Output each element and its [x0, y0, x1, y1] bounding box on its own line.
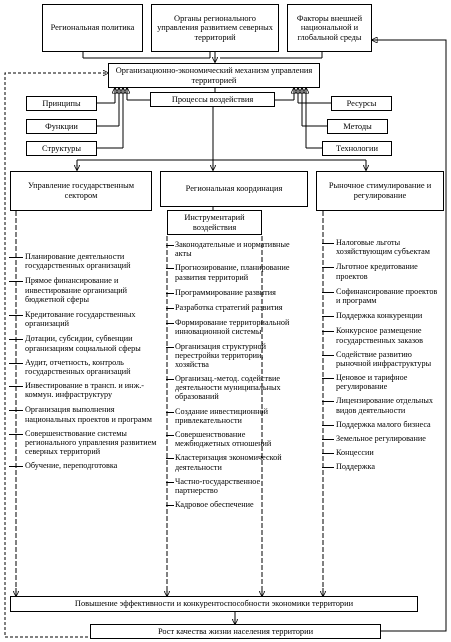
principles-label: Принципы: [42, 98, 81, 108]
list-item: Частно-государственное партнерство: [175, 477, 297, 495]
external-factors-label: Факторы внешней национальной и глобальной среды: [296, 13, 363, 42]
list-item: Налоговые льготы хозяйствующим субъектам: [336, 238, 440, 256]
list-item: Создание инвестиционной привлекательности: [175, 407, 297, 425]
list-item: Инвестирование в трансп. и инж.- коммун. инфраструктуру: [18, 381, 158, 399]
list-item: Совершенствование межбюджетных отношений: [175, 430, 297, 448]
mechanism-title: Организационно-экономический механизм управления территорией: [115, 65, 313, 85]
list-item: Обучение, переподготовка: [18, 461, 158, 470]
technologies-box: [322, 141, 392, 156]
list-item: Концессии: [336, 448, 440, 457]
list-item: Конкурсное размещение государственных заказов: [336, 326, 440, 344]
list-item: Дотации, субсидии, субвенции организациям социальной сферы: [18, 334, 158, 352]
list-item: Совершенствование системы регионального управления развитием северных территорий: [18, 429, 158, 457]
regional-policy-box: [42, 4, 143, 52]
coordination-items: [175, 240, 297, 514]
structures-box: [26, 141, 97, 156]
list-item: Льготное кредитование проектов: [336, 262, 440, 280]
regional-coordination-header: [160, 171, 308, 207]
quality-of-life-box: [90, 624, 381, 639]
list-item: Организац.-метод. содействие деятельности муниципальных образований: [175, 374, 297, 402]
efficiency-box: [10, 596, 418, 612]
principles-box: [26, 96, 97, 111]
list-item: Ценовое и тарифное регулирование: [336, 373, 440, 391]
list-item: Софинансирование проектов и программ: [336, 287, 440, 305]
instruments-box: [167, 210, 262, 235]
list-item: Кластеризация экономической деятельности: [175, 453, 297, 471]
list-item: Прямое финансирование и инвестирование организаций бюджетной сферы: [18, 276, 158, 304]
structures-label: Структуры: [41, 143, 81, 153]
processes-label: Процессы воздействия: [171, 94, 254, 104]
list-item: Организация структурной перестройки территории, хозяйства: [175, 342, 297, 370]
list-item: Программирование развития: [175, 288, 297, 297]
market-regulation-header: [316, 171, 444, 211]
external-factors-box: [287, 4, 372, 52]
mechanism-box: [108, 63, 320, 88]
regional-authorities-box: [151, 4, 279, 52]
technologies-label: Технологии: [336, 143, 378, 153]
list-item: Законодательные и нормативные акты: [175, 240, 297, 258]
methods-label: Методы: [343, 121, 372, 131]
regional-policy-label: Региональная политика: [50, 23, 135, 33]
list-item: Лицензирование отдельных видов деятельности: [336, 396, 440, 414]
list-item: Кредитование государственных организаций: [18, 310, 158, 328]
public-sector-header: [10, 171, 152, 211]
list-item: Аудит, отчетность, контроль государственных организаций: [18, 358, 158, 376]
public-sector-title: Управление государственным сектором: [27, 181, 135, 200]
efficiency-label: Повышение эффективности и конкурентоспособности экономики территории: [74, 599, 354, 609]
resources-label: Ресурсы: [346, 98, 377, 108]
list-item: Разработка стратегий развития: [175, 303, 297, 312]
list-item: Планирование деятельности государственных организаций: [18, 252, 158, 270]
list-item: Поддержка: [336, 462, 440, 471]
functions-box: [26, 119, 97, 134]
list-item: Поддержка малого бизнеса: [336, 420, 440, 429]
list-item: Организация выполнения национальных проектов и программ: [18, 405, 158, 423]
processes-box: [150, 92, 275, 107]
regional-authorities-label: Органы регионального управления развитием северных территорий: [157, 13, 273, 42]
market-regulation-title: Рыночное стимулирование и регулирование: [328, 181, 432, 200]
methods-box: [327, 119, 388, 134]
resources-box: [331, 96, 392, 111]
instruments-label: Инструментарий воздействия: [184, 212, 245, 232]
quality-of-life-label: Рост качества жизни населения территории: [157, 626, 314, 636]
public-sector-items: [18, 252, 158, 476]
list-item: Земельное регулирование: [336, 434, 440, 443]
list-item: Прогнозирование, планирование развития территорий: [175, 263, 297, 281]
list-item: Формирование территориальной инновационной системы: [175, 318, 297, 336]
functions-label: Функции: [45, 121, 78, 131]
list-item: Кадровое обеспечение: [175, 500, 297, 509]
list-item: Поддержка конкуренции: [336, 311, 440, 320]
market-items: [336, 238, 440, 477]
regional-coordination-title: Региональная координация: [185, 184, 283, 194]
list-item: Содействие развитию рыночной инфраструктуры: [336, 350, 440, 368]
